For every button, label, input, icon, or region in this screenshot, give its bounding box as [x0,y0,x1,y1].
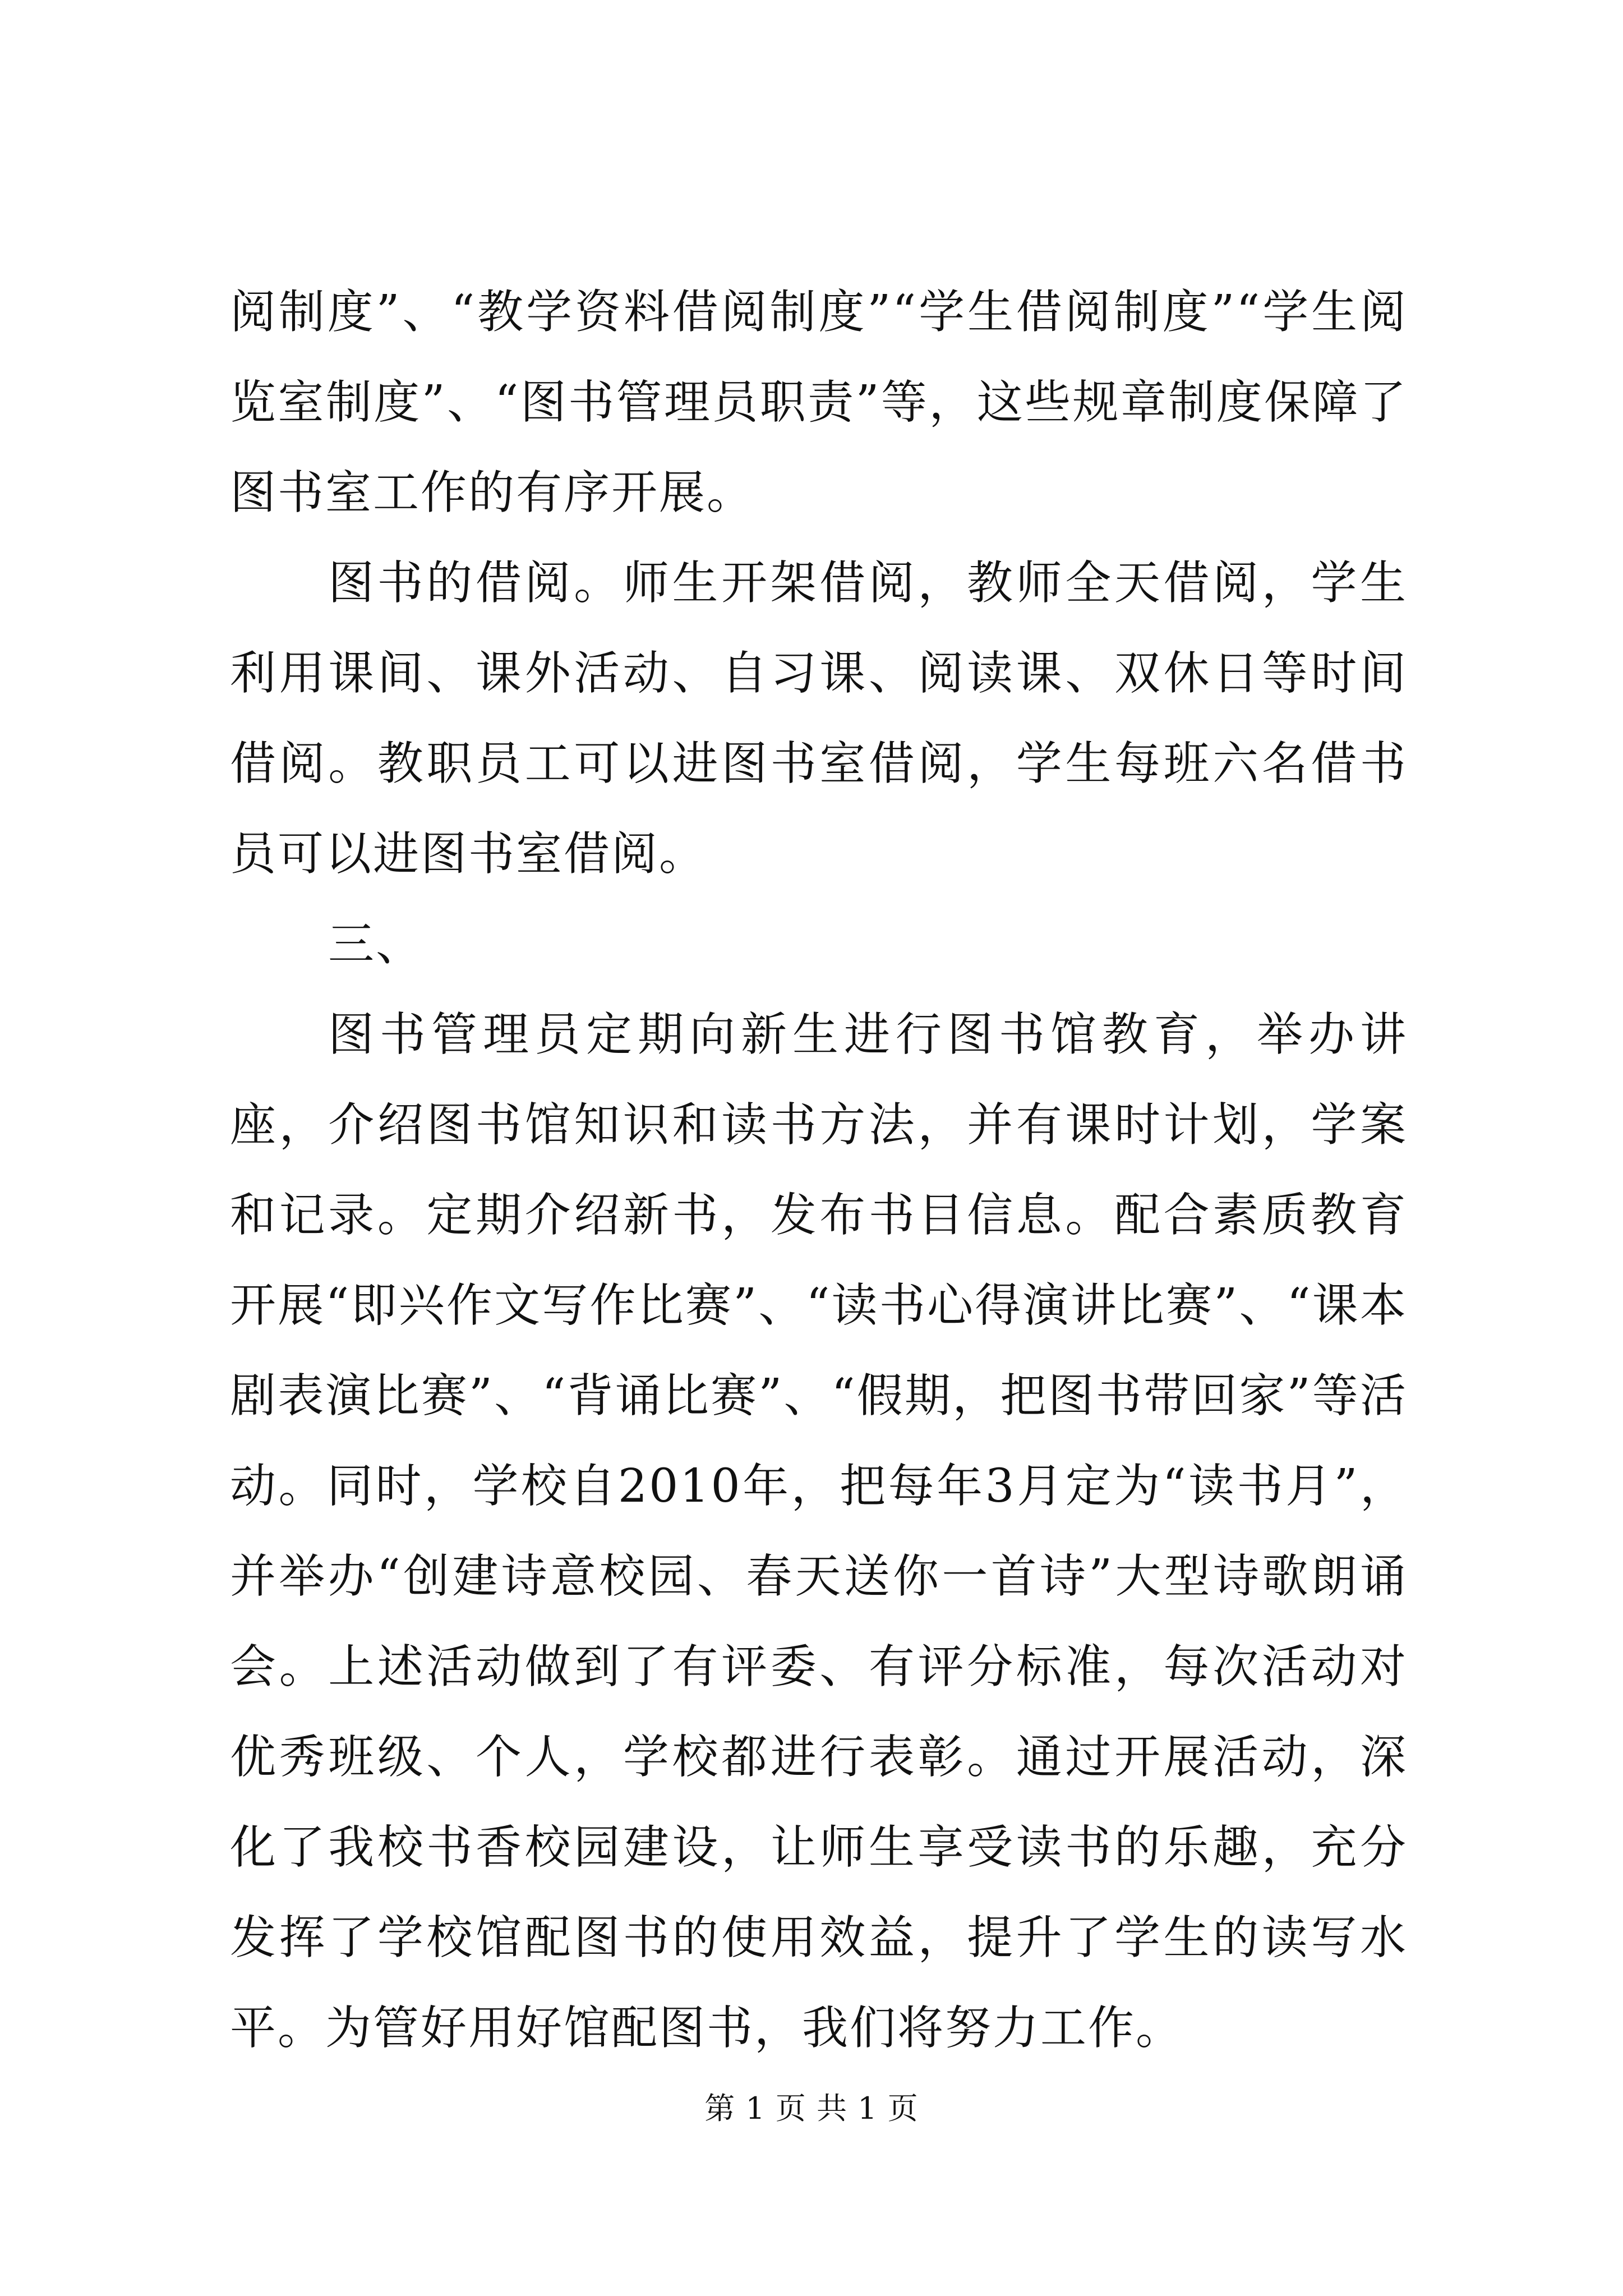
document-body [230,267,1408,2073]
paragraph-book-lending: 图书的借阅。师生开架借阅，教师全天借阅，学生利用课间、课外活动、自习课、阅读课、双休日等时间借阅。教职员工可以进图书室借阅，学生每班六名借书员可以进图书室借阅。 [230,556,1408,881]
section-heading-three: 三、 [328,918,424,971]
page-footer: 第 1 页 共 1 页 [704,2091,919,2126]
paragraph-rules-continuation: 阅制度”、“教学资料借阅制度”“学生借阅制度”“学生阅览室制度”、“图书管理员职责”等，这些规章制度保障了图书室工作的有序开展。 [230,286,1408,519]
paragraph-reading-activities: 图书管理员定期向新生进行图书馆教育，举办讲座，介绍图书馆知识和读书方法，并有课时计划，学案和记录。定期介绍新书，发布书目信息。配合素质教育开展“即兴作文写作比赛”、“读书心得演讲比赛”、“课本剧表演比赛”、“背诵比赛”、“假期，把图书带回家”等活动。同时，学校自2010年，把每年3月定为“读书月”，并举办“创建诗意校园、春天送你一首诗”大型诗歌朗诵会。上述活动做到了有评委、有评分标准，每次活动对优秀班级、个人，学校都进行表彰。通过开展活动，深化了我校书香校园建设，让师生享受读书的乐趣，充分发挥了学校馆配图书的使用效益，提升了学生的读写水平。为管好用好馆配图书，我们将努力工作。 [230,1008,1408,2055]
